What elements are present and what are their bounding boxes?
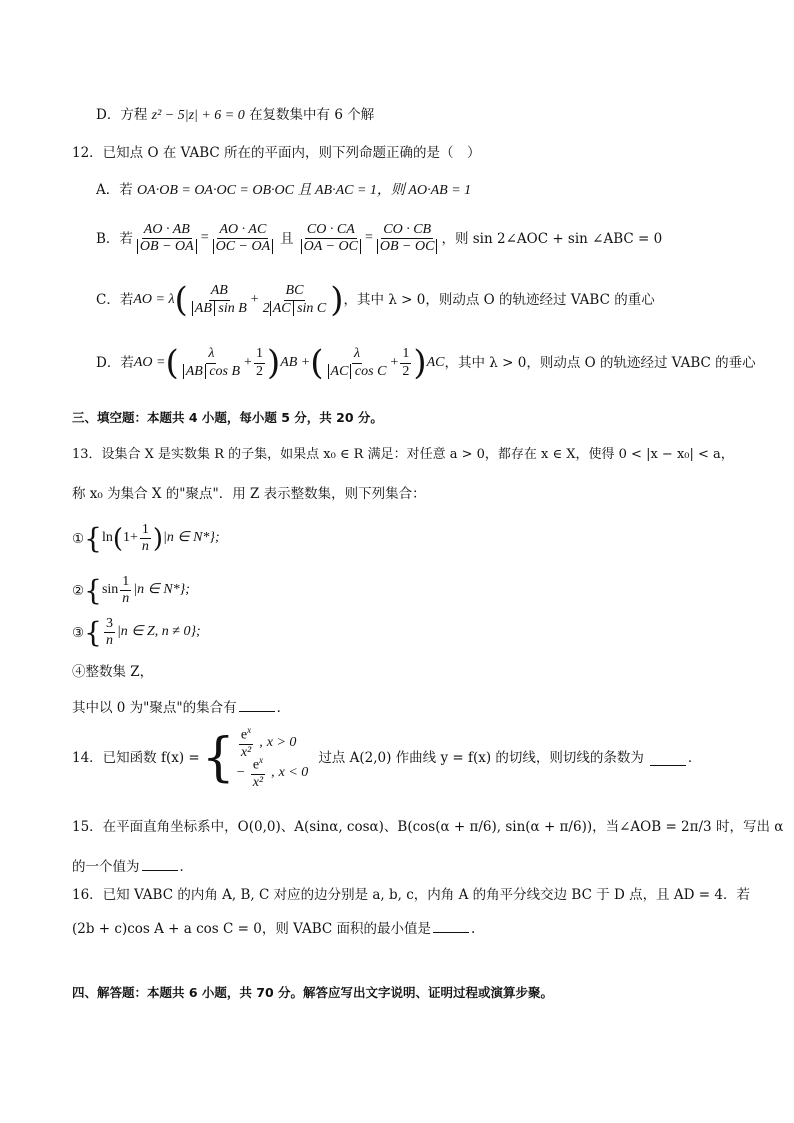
q14-case2-cond: x < 0 xyxy=(278,764,309,780)
q12-option-d: D．若 AO = ( $\frac{\lambda}{\text{AB cos B}}$ + $\frac{1}{2}$ ) AB + ( $\frac{\lambda}{\text{AC cos C}}$ + $\frac{1}{2}$ ) AC ，其中 λ > 0，则动点 O 的轨迹经过 VABC 的垂心 xyxy=(96,343,756,383)
q12-b-frac1: $\frac{AO \cdot AB}{OB - OA}$ xyxy=(135,222,199,255)
q13-line1: 13．设集合 X 是实数集 R 的子集，如果点 x₀ ∈ R 满足：对任意 a > 0，都存在 x ∈ X，使得 0 < |x − x₀| < a， xyxy=(72,447,734,462)
q14-tail: 过点 A(2,0) 作曲线 y = f(x) 的切线，则切线的条数为 xyxy=(318,749,644,766)
q14: 14．已知函数 f(x) = { $\frac{e^x}{\text{x²}}$ , x > 0 − $\frac{e^x}{\text{x²}}$ , x < 0 过点 A(2,0) 作曲线 y = f(x) 的切线，则切线的条数为 ． xyxy=(72,725,702,790)
q12-d-half2: $\frac{1}{2}$ xyxy=(402,346,410,379)
q13-answer-blank[interactable] xyxy=(239,697,275,712)
q12-d-half1: $\frac{1}{2}$ xyxy=(255,346,263,379)
q13-option-3: ③ { $\frac{3}{n}$ |n ∈ Z, n ≠ 0}; xyxy=(72,615,201,649)
q12-b-frac2: $\frac{AO \cdot AC}{OC - OA}$ xyxy=(211,222,276,255)
q12-option-a xyxy=(96,182,471,200)
q16-line2-text: (2b + c)cos A + a cos C = 0，则 VABC 面积的最小值是 xyxy=(72,921,431,937)
q12-a-label: A．若 xyxy=(96,182,133,198)
q14-label: 14．已知函数 f(x) = xyxy=(72,749,200,766)
q13-option-2: ② { sin $\frac{1}{n}$ |n ∈ N*}; xyxy=(72,573,190,607)
q13-opt1-tail: |n ∈ N*}; xyxy=(163,530,220,546)
q12-c-frac1: $\frac{AB}{\text{AB sin B}}$ xyxy=(190,283,249,316)
q12-a-math: OA·OB = OA·OC = OB·OC 且 AB·AC = 1，则 AO·AB = 1 xyxy=(137,183,472,198)
q11-d-equation: z² − 5|z| + 6 = 0 xyxy=(151,108,245,123)
q16-answer-blank[interactable] xyxy=(433,918,469,933)
q15-line2: 的一个值为 ． xyxy=(72,856,193,875)
q13-opt2-label: ② xyxy=(72,582,85,599)
q13-opt3-label: ③ xyxy=(72,624,85,641)
q11-d-label: D．方程 xyxy=(96,107,148,123)
q12-stem: 12．已知点 O 在 VABC 所在的平面内，则下列命题正确的是（ ） xyxy=(72,145,481,161)
q12-option-c: C．若 AO = λ ( $\frac{AB}{\text{AB sin B}}$ + $\frac{BC}{\text{2 AC sin C}}$ ) ，其中 λ > 0，则动点 O 的轨迹经过 VABC 的重心 xyxy=(96,280,655,320)
q14-case2-frac: $\frac{e^x}{\text{x²}}$ xyxy=(252,755,264,790)
q12-d-tail: ，其中 λ > 0，则动点 O 的轨迹经过 VABC 的垂心 xyxy=(444,354,756,371)
q12-b-frac4: $\frac{CO \cdot CB}{OB - OC}$ xyxy=(375,222,440,255)
q12-option-b: B．若 $\frac{AO \cdot AB}{OB - OA}$ = $\frac{AO \cdot AC}{OC - OA}$ 且 $\frac{CO \cdot CA}{OA - OC}$ = $\frac{CO \cdot CB}{OB - OC}$ ，则 sin 2∠AOC + sin ∠ABC = 0 xyxy=(96,222,663,255)
q13-ask: 其中以 0 为"聚点"的集合有 ． xyxy=(72,697,290,716)
q12-b-tail: ，则 sin 2∠AOC + sin ∠ABC = 0 xyxy=(441,230,663,247)
q13-opt3-frac: $\frac{3}{n}$ xyxy=(105,616,113,649)
q13-option-4: ④整数集 Z， xyxy=(72,664,154,680)
q12-d-frac1: $\frac{\lambda}{\text{AB cos B}}$ xyxy=(181,346,242,379)
q12-c-label: C．若 xyxy=(96,291,134,308)
q12-b-frac3: $\frac{CO \cdot CA}{OA - OC}$ xyxy=(299,222,363,255)
q16-line1: 16．已知 VABC 的内角 A, B, C 对应的边分别是 a, b, c，内角 A 的角平分线交边 BC 于 D 点，且 AD = 4．若 xyxy=(72,887,750,903)
section-4-heading: 四、解答题：本题共 6 小题，共 70 分。解答应写出文字说明、证明过程或演算步聚。 xyxy=(72,985,554,1000)
q15-answer-blank[interactable] xyxy=(142,856,178,871)
q12-c-frac2: $\frac{BC}{\text{2 AC sin C}}$ xyxy=(262,283,327,316)
q11-d-text: 在复数集中有 6 个解 xyxy=(249,107,375,123)
q13-opt2-tail: |n ∈ N*}; xyxy=(133,582,190,598)
q11-option-d xyxy=(96,107,374,125)
q14-answer-blank[interactable] xyxy=(650,751,686,766)
q12-b-label: B．若 xyxy=(96,230,133,247)
q15-line1: 15．在平面直角坐标系中，O(0,0)、A(sinα, cosα)、B(cos(α + π/6), sin(α + π/6))，当∠AOB = 2π/3 时，写出 α xyxy=(72,819,784,835)
q12-d-label: D．若 xyxy=(96,354,134,371)
q13-opt1-frac: $\frac{1}{n}$ xyxy=(141,522,149,555)
q13-opt3-tail: |n ∈ Z, n ≠ 0}; xyxy=(116,624,201,640)
q13-ask-text: 其中以 0 为"聚点"的集合有 xyxy=(72,700,237,716)
q12-d-frac2: $\frac{\lambda}{\text{AC cos C}}$ xyxy=(326,346,389,379)
q14-case1-frac: $\frac{e^x}{\text{x²}}$ xyxy=(240,725,252,760)
q12-c-tail: ，其中 λ > 0，则动点 O 的轨迹经过 VABC 的重心 xyxy=(343,291,655,308)
q13-opt2-frac: $\frac{1}{n}$ xyxy=(122,574,130,607)
q14-case1-cond: x > 0 xyxy=(266,734,297,750)
q13-option-1: ① { ln ( 1+ $\frac{1}{n}$ ) |n ∈ N*}; xyxy=(72,521,220,555)
q12-b-mid: 且 xyxy=(280,230,294,247)
q13-line2: 称 x₀ 为集合 X 的"聚点"．用 Z 表示整数集，则下列集合： xyxy=(72,486,426,502)
section-3-heading: 三、填空题：本题共 4 小题，每小题 5 分，共 20 分。 xyxy=(72,410,383,425)
q14-piecewise: $\frac{e^x}{\text{x²}}$ , x > 0 − $\frac{e^x}{\text{x²}}$ , x < 0 xyxy=(236,725,309,790)
q15-line2-text: 的一个值为 xyxy=(72,859,140,875)
q13-opt1-label: ① xyxy=(72,530,85,547)
q16-line2: (2b + c)cos A + a cos C = 0，则 VABC 面积的最小值是 . xyxy=(72,918,475,937)
